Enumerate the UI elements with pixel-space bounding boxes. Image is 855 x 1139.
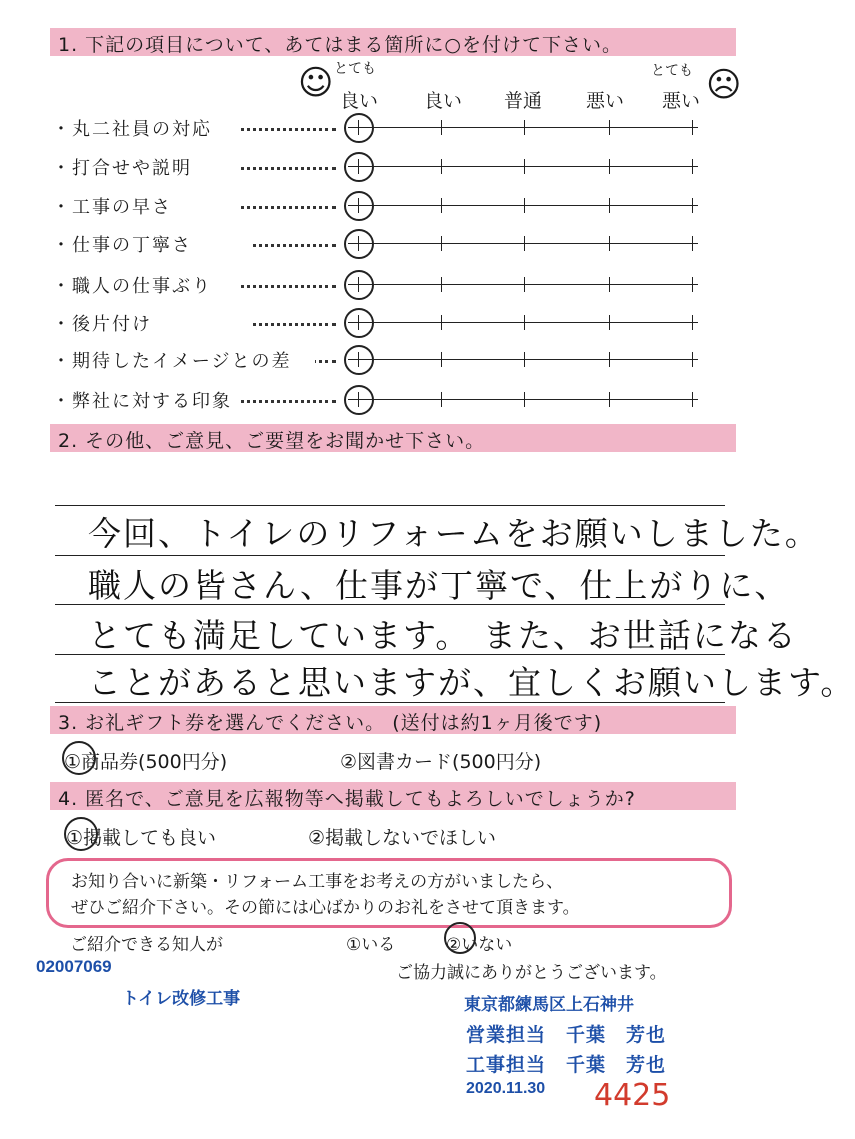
rating-item-label: ・期待したイメージとの差 <box>52 351 292 372</box>
q1-heading: 1. 下記の項目について、あてはまる箇所に○を付けて下さい。 <box>58 34 622 56</box>
rating-tick[interactable] <box>692 315 693 330</box>
q4-heading: 4. 匿名で、ご意見を広報物等へ掲載してもよろしいでしょうか? <box>58 788 636 810</box>
q4-header-band <box>50 782 736 810</box>
q2-heading: 2. その他、ご意見、ご要望をお聞かせ下さい。 <box>58 430 486 452</box>
rating-scale-line <box>348 243 698 244</box>
rating-tick[interactable] <box>524 236 525 251</box>
rating-tick[interactable] <box>524 159 525 174</box>
rating-tick[interactable] <box>609 236 610 251</box>
sad-face-icon: ☹ <box>706 65 742 105</box>
scale-bad: 悪い <box>586 90 625 112</box>
rating-scale-line <box>348 399 698 400</box>
rating-tick[interactable] <box>609 392 610 407</box>
notice-line-2: ぜひご紹介下さい。その節には心ばかりのお礼をさせて頂きます。 <box>71 898 580 918</box>
gift-option-shohinken: ①商品券(500円分) <box>64 751 228 773</box>
rating-tick[interactable] <box>441 352 442 367</box>
rating-tick[interactable] <box>609 120 610 135</box>
scale-very-good-top: とても <box>334 61 376 77</box>
rating-tick[interactable] <box>524 392 525 407</box>
rating-tick[interactable] <box>524 352 525 367</box>
selected-rating-circle <box>344 113 374 143</box>
scale-very-bad-top: とても <box>651 63 693 79</box>
answer-rule <box>55 505 725 506</box>
q2-header-band <box>50 424 736 452</box>
rating-tick[interactable] <box>441 315 442 330</box>
rating-scale-line <box>348 127 698 128</box>
rating-tick[interactable] <box>441 120 442 135</box>
construction-person: 工事担当 千葉 芳也 <box>466 1055 667 1076</box>
publish-option-ok: ①掲載しても良い <box>66 827 217 849</box>
rating-scale-line <box>348 359 698 360</box>
thanks-text: ご協力誠にありがとうございます。 <box>396 963 667 983</box>
rating-tick[interactable] <box>692 236 693 251</box>
rating-item-label: ・職人の仕事ぶり <box>52 276 212 297</box>
rating-scale-line <box>348 166 698 167</box>
publish-option-ng: ②掲載しないでほしい <box>308 827 497 849</box>
answer-line-2: 職人の皆さん、仕事が丁寧で、仕上がりに、 <box>88 566 790 605</box>
rating-tick[interactable] <box>524 120 525 135</box>
rating-tick[interactable] <box>524 277 525 292</box>
selected-circle <box>444 922 476 954</box>
selected-circle <box>64 817 98 851</box>
rating-tick[interactable] <box>692 159 693 174</box>
selected-rating-circle <box>344 270 374 300</box>
selected-rating-circle <box>344 191 374 221</box>
selected-circle <box>62 741 96 775</box>
referral-yes: ①いる <box>346 935 396 955</box>
scale-very-good: 良い <box>340 90 379 112</box>
rating-tick[interactable] <box>692 120 693 135</box>
q3-heading: 3. お礼ギフト券を選んでください。 (送付は約1ヶ月後です) <box>58 712 603 734</box>
date-stamp: 2020.11.30 <box>466 1080 546 1097</box>
rating-tick[interactable] <box>609 277 610 292</box>
customer-code: 02007069 <box>36 957 112 976</box>
rating-item-label: ・打合せや説明 <box>52 158 192 179</box>
rating-tick[interactable] <box>441 159 442 174</box>
rating-scale-line <box>348 322 698 323</box>
answer-line-4: ことがあると思いますが、宜しくお願いします。 <box>88 663 855 702</box>
scale-good: 良い <box>424 90 463 112</box>
answer-line-3: とても満足しています。 また、お世話になる <box>88 616 798 655</box>
selected-rating-circle <box>344 345 374 375</box>
selected-rating-circle <box>344 229 374 259</box>
work-type: トイレ改修工事 <box>122 989 241 1008</box>
referral-label: ご紹介できる知人が <box>70 935 223 955</box>
customer-address: 東京都練馬区上石神井 <box>464 995 634 1014</box>
referral-no: ②いない <box>446 935 513 955</box>
scale-average: 普通 <box>504 90 543 112</box>
happy-face-icon: ☺ <box>298 63 334 103</box>
sales-person: 営業担当 千葉 芳也 <box>466 1025 667 1046</box>
selected-rating-circle <box>344 308 374 338</box>
rating-item-label: ・弊社に対する印象 <box>52 391 232 412</box>
rating-tick[interactable] <box>441 277 442 292</box>
rating-item-label: ・丸二社員の対応 <box>52 119 212 140</box>
gift-option-tosho-card: ②図書カード(500円分) <box>340 751 542 773</box>
rating-item-label: ・工事の早さ <box>52 197 172 218</box>
rating-scale-line <box>348 284 698 285</box>
answer-line-1: 今回、トイレのリフォームをお願いしました。 <box>88 514 820 553</box>
rating-tick[interactable] <box>692 352 693 367</box>
rating-tick[interactable] <box>692 277 693 292</box>
rating-item-label: ・仕事の丁寧さ <box>52 235 192 256</box>
handwritten-number: 4425 <box>594 1078 671 1113</box>
rating-tick[interactable] <box>609 159 610 174</box>
q1-header-band <box>50 28 736 56</box>
selected-rating-circle <box>344 385 374 415</box>
scale-very-bad: 悪い <box>662 90 701 112</box>
rating-tick[interactable] <box>441 198 442 213</box>
rating-tick[interactable] <box>441 392 442 407</box>
selected-rating-circle <box>344 152 374 182</box>
rating-tick[interactable] <box>609 352 610 367</box>
rating-tick[interactable] <box>609 315 610 330</box>
q3-header-band <box>50 706 736 734</box>
referral-notice-box <box>46 858 732 928</box>
rating-tick[interactable] <box>609 198 610 213</box>
notice-line-1: お知り合いに新築・リフォーム工事をお考えの方がいましたら、 <box>71 872 564 892</box>
rating-scale-line <box>348 205 698 206</box>
rating-tick[interactable] <box>441 236 442 251</box>
rating-tick[interactable] <box>524 315 525 330</box>
rating-tick[interactable] <box>692 392 693 407</box>
leader-dots <box>0 323 336 326</box>
rating-tick[interactable] <box>524 198 525 213</box>
rating-item-label: ・後片付け <box>52 314 152 335</box>
answer-rule <box>55 555 725 556</box>
rating-tick[interactable] <box>692 198 693 213</box>
